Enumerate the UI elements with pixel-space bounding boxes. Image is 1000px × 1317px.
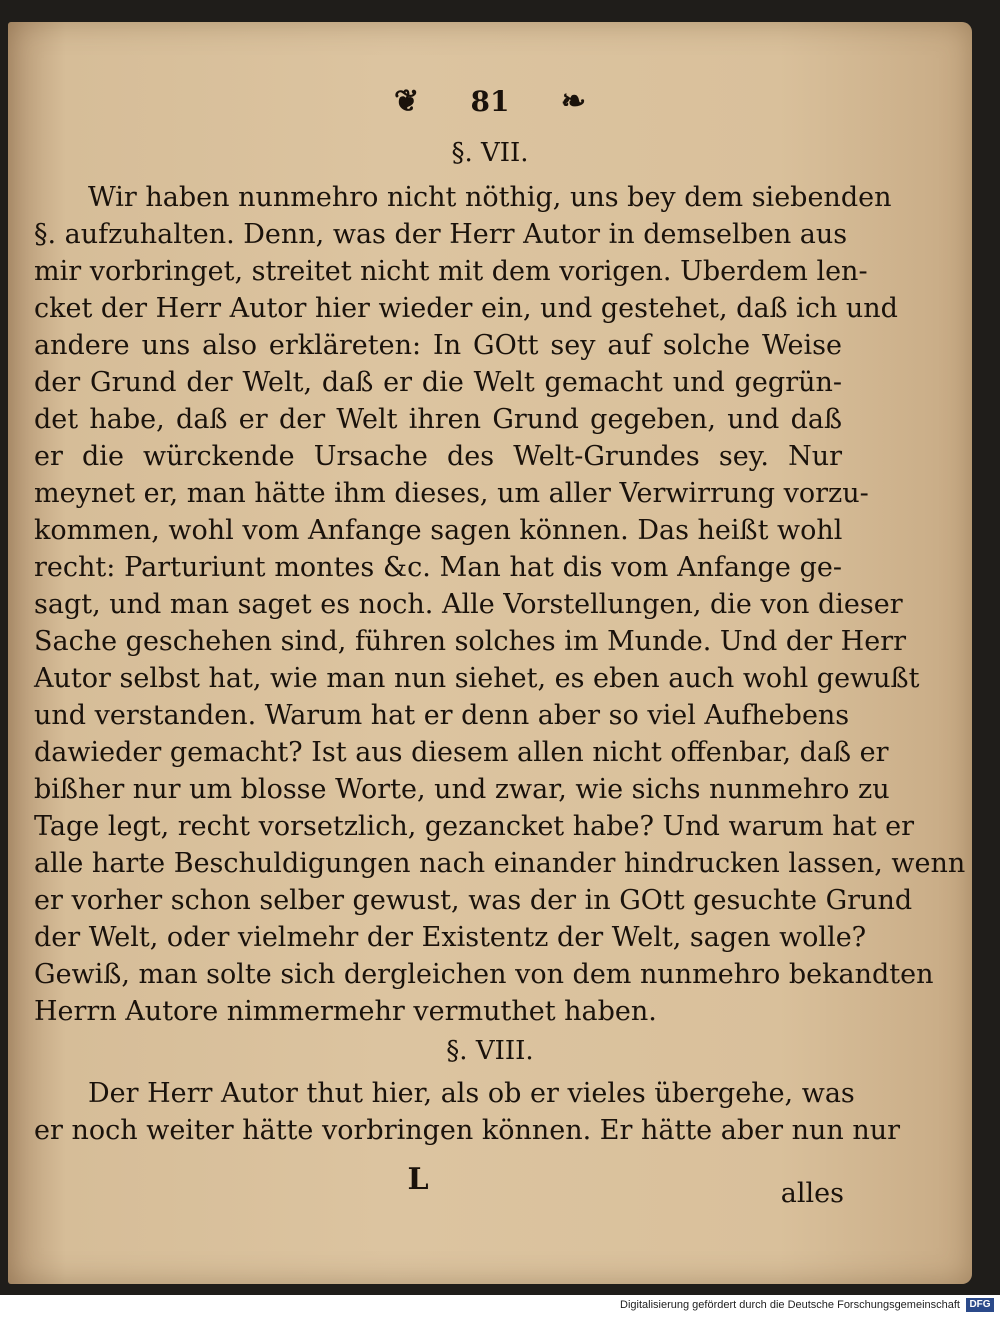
text-line: alle harte Beschuldigungen nach einander hindrucken lassen, wenn — [34, 848, 966, 879]
text-line: recht: Parturiunt montes &c. Man hat dis vom Anfange ge- — [34, 552, 842, 583]
text-line: Der Herr Autor thut hier, als ob er vieles übergehe, was — [88, 1078, 855, 1109]
section-viii-heading: §. VIII. — [446, 1036, 534, 1066]
book-page — [8, 22, 972, 1284]
text-line: §. aufzuhalten. Denn, was der Herr Autor in demselben aus — [34, 219, 848, 250]
text-line: cket der Herr Autor hier wieder ein, und gestehet, daß ich und — [34, 293, 898, 324]
text-line: Gewiß, man solte sich dergleichen von dem nunmehro bekandten — [34, 959, 934, 990]
text-line: er die würckende Ursache des Welt-Grundes sey. Nur — [34, 441, 842, 472]
text-line: Autor selbst hat, wie man nun siehet, es eben auch wohl gewußt — [34, 663, 920, 694]
text-line: meynet er, man hätte ihm dieses, um aller Verwirrung vorzu- — [34, 478, 869, 509]
left-ornament-icon: ❦ — [393, 84, 420, 119]
text-line: der Welt, oder vielmehr der Existentz der Welt, sagen wolle? — [34, 922, 867, 953]
text-line: det habe, daß er der Welt ihren Grund gegeben, und daß — [34, 404, 842, 435]
right-ornament-icon: ❧ — [560, 84, 587, 119]
text-line: er vorher schon selber gewust, was der in GOtt gesuchte Grund — [34, 885, 913, 916]
text-line: andere uns also erkläreten: In GOtt sey auf solche Weise — [34, 330, 842, 361]
text-line: Sache geschehen sind, führen solches im Munde. Und der Herr — [34, 626, 907, 657]
text-line: kommen, wohl vom Anfange sagen können. Das heißt wohl — [34, 515, 843, 546]
text-line: Herrn Autore nimmermehr vermuthet haben. — [34, 996, 657, 1027]
catchword: alles — [780, 1178, 844, 1209]
text-line: der Grund der Welt, daß er die Welt gemacht und gegrün- — [34, 367, 842, 398]
section-vii-heading: §. VII. — [451, 138, 529, 168]
dfg-logo-icon: DFG — [966, 1298, 994, 1312]
footer-bar — [0, 1295, 1000, 1317]
text-line: Tage legt, recht vorsetzlich, gezancket habe? Und warum hat er — [34, 811, 915, 842]
funding-credit: Digitalisierung gefördert durch die Deutsche Forschungsgemeinschaft — [620, 1299, 960, 1311]
text-line: und verstanden. Warum hat er denn aber so viel Aufhebens — [34, 700, 850, 731]
text-line: er noch weiter hätte vorbringen können. Er hätte aber nun nur — [34, 1115, 901, 1146]
signature-mark: L — [407, 1162, 429, 1197]
text-line: mir vorbringet, streitet nicht mit dem vorigen. Uberdem len- — [34, 256, 868, 287]
text-line: bißher nur um blosse Worte, und zwar, wie sichs nunmehro zu — [34, 774, 890, 805]
running-header — [8, 84, 972, 119]
page-number: 81 — [470, 85, 510, 118]
text-line: dawieder gemacht? Ist aus diesem allen nicht offenbar, daß er — [34, 737, 889, 768]
text-line: Wir haben nunmehro nicht nöthig, uns bey dem siebenden — [88, 182, 892, 213]
text-line: sagt, und man saget es noch. Alle Vorstellungen, die von dieser — [34, 589, 903, 620]
